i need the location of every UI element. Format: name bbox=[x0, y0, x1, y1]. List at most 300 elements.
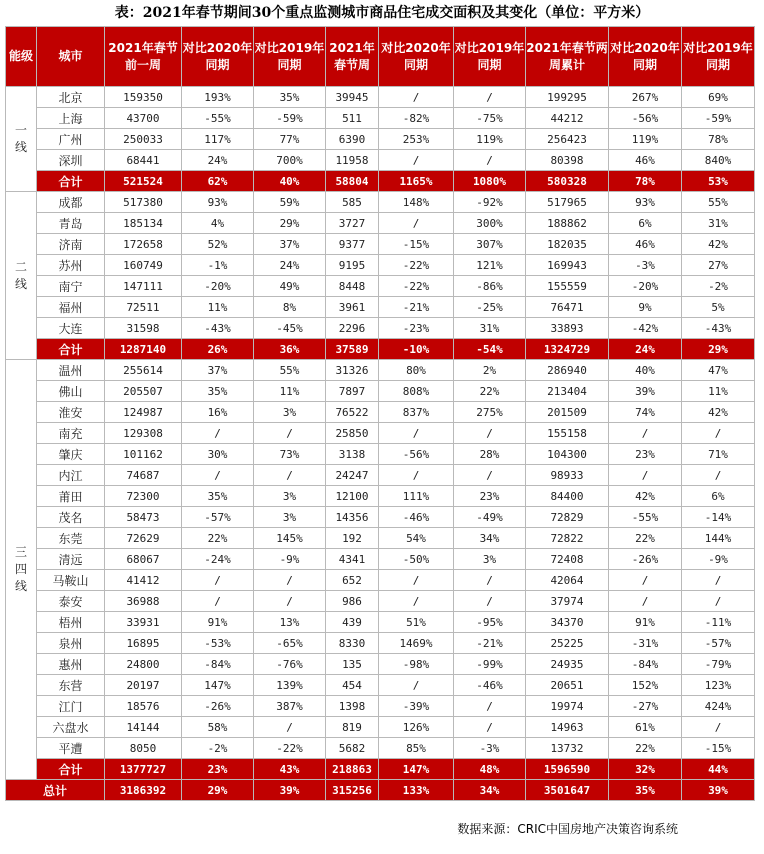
column-header: 2021年春节两周累计 bbox=[526, 27, 609, 87]
data-cell: 31326 bbox=[326, 360, 379, 381]
data-cell: / bbox=[609, 591, 682, 612]
grand-total-cell: 29% bbox=[182, 780, 254, 801]
data-cell: / bbox=[182, 591, 254, 612]
data-cell: -98% bbox=[379, 654, 454, 675]
data-cell: 55% bbox=[254, 360, 326, 381]
data-cell: / bbox=[379, 87, 454, 108]
data-cell: 20651 bbox=[526, 675, 609, 696]
data-cell: 42064 bbox=[526, 570, 609, 591]
data-cell: -59% bbox=[682, 108, 755, 129]
data-cell: 119% bbox=[454, 129, 526, 150]
data-cell: -75% bbox=[454, 108, 526, 129]
subtotal-cell: 29% bbox=[682, 339, 755, 360]
data-cell: 986 bbox=[326, 591, 379, 612]
data-cell: 267% bbox=[609, 87, 682, 108]
data-cell: 39% bbox=[609, 381, 682, 402]
grand-total-cell: 39% bbox=[682, 780, 755, 801]
city-name: 福州 bbox=[37, 297, 105, 318]
data-cell: 3727 bbox=[326, 213, 379, 234]
data-cell: 8% bbox=[254, 297, 326, 318]
data-cell: 585 bbox=[326, 192, 379, 213]
data-cell: 147% bbox=[182, 675, 254, 696]
grand-total-cell: 315256 bbox=[326, 780, 379, 801]
data-cell: / bbox=[454, 696, 526, 717]
data-cell: 2296 bbox=[326, 318, 379, 339]
data-cell: 4% bbox=[182, 213, 254, 234]
data-cell: 72408 bbox=[526, 549, 609, 570]
data-cell: 13732 bbox=[526, 738, 609, 759]
table-row bbox=[6, 129, 755, 150]
data-cell: 517965 bbox=[526, 192, 609, 213]
data-cell: 22% bbox=[454, 381, 526, 402]
subtotal-cell: 1596590 bbox=[526, 759, 609, 780]
subtotal-row bbox=[6, 171, 755, 192]
city-name: 惠州 bbox=[37, 654, 105, 675]
data-cell: 11% bbox=[682, 381, 755, 402]
data-cell: -24% bbox=[182, 549, 254, 570]
subtotal-row bbox=[6, 339, 755, 360]
grand-total-cell: 39% bbox=[254, 780, 326, 801]
city-name: 马鞍山 bbox=[37, 570, 105, 591]
data-cell: 300% bbox=[454, 213, 526, 234]
data-cell: 84400 bbox=[526, 486, 609, 507]
data-cell: -92% bbox=[454, 192, 526, 213]
data-cell: -49% bbox=[454, 507, 526, 528]
subtotal-cell: 580328 bbox=[526, 171, 609, 192]
city-name: 南宁 bbox=[37, 276, 105, 297]
table-row bbox=[6, 423, 755, 444]
column-header: 能级 bbox=[6, 27, 37, 87]
data-cell: -14% bbox=[682, 507, 755, 528]
city-name: 泉州 bbox=[37, 633, 105, 654]
data-cell: -57% bbox=[182, 507, 254, 528]
data-cell: 74687 bbox=[105, 465, 182, 486]
data-cell: 51% bbox=[379, 612, 454, 633]
data-cell: / bbox=[254, 717, 326, 738]
city-name: 深圳 bbox=[37, 150, 105, 171]
data-cell: 192 bbox=[326, 528, 379, 549]
data-cell: 4341 bbox=[326, 549, 379, 570]
data-cell: 46% bbox=[609, 234, 682, 255]
data-cell: 16% bbox=[182, 402, 254, 423]
subtotal-cell: 36% bbox=[254, 339, 326, 360]
data-cell: / bbox=[254, 591, 326, 612]
data-cell: / bbox=[254, 465, 326, 486]
data-cell: -82% bbox=[379, 108, 454, 129]
subtotal-label: 合计 bbox=[37, 339, 105, 360]
grand-total-row bbox=[6, 780, 755, 801]
data-cell: 3% bbox=[454, 549, 526, 570]
table-row bbox=[6, 675, 755, 696]
data-cell: / bbox=[682, 591, 755, 612]
data-cell: 46% bbox=[609, 150, 682, 171]
table-title: 表：2021年春节期间30个重点监测城市商品住宅成交面积及其变化（单位：平方米） bbox=[114, 5, 650, 21]
subtotal-cell: 32% bbox=[609, 759, 682, 780]
data-cell: -26% bbox=[182, 696, 254, 717]
data-cell: 185134 bbox=[105, 213, 182, 234]
data-cell: 20197 bbox=[105, 675, 182, 696]
table-row bbox=[6, 234, 755, 255]
column-header: 对比2019年同期 bbox=[254, 27, 326, 87]
data-cell: 37% bbox=[254, 234, 326, 255]
data-cell: 14963 bbox=[526, 717, 609, 738]
data-cell: 253% bbox=[379, 129, 454, 150]
data-cell: / bbox=[454, 423, 526, 444]
data-cell: 9195 bbox=[326, 255, 379, 276]
data-cell: / bbox=[682, 465, 755, 486]
header-row bbox=[6, 27, 755, 87]
data-cell: 144% bbox=[682, 528, 755, 549]
table-row bbox=[6, 360, 755, 381]
data-cell: -21% bbox=[454, 633, 526, 654]
data-cell: -27% bbox=[609, 696, 682, 717]
data-cell: 6390 bbox=[326, 129, 379, 150]
data-cell: 77% bbox=[254, 129, 326, 150]
data-cell: 8448 bbox=[326, 276, 379, 297]
data-cell: 42% bbox=[682, 402, 755, 423]
data-cell: -9% bbox=[682, 549, 755, 570]
subtotal-cell: 48% bbox=[454, 759, 526, 780]
data-cell: / bbox=[609, 570, 682, 591]
data-cell: -25% bbox=[454, 297, 526, 318]
data-cell: 840% bbox=[682, 150, 755, 171]
subtotal-row bbox=[6, 759, 755, 780]
data-cell: 33931 bbox=[105, 612, 182, 633]
data-cell: 34% bbox=[454, 528, 526, 549]
data-cell: 71% bbox=[682, 444, 755, 465]
data-cell: 54% bbox=[379, 528, 454, 549]
data-cell: -20% bbox=[182, 276, 254, 297]
data-cell: / bbox=[182, 465, 254, 486]
data-cell: 72629 bbox=[105, 528, 182, 549]
table-row bbox=[6, 108, 755, 129]
data-cell: 256423 bbox=[526, 129, 609, 150]
subtotal-cell: 521524 bbox=[105, 171, 182, 192]
data-cell: 182035 bbox=[526, 234, 609, 255]
data-cell: 700% bbox=[254, 150, 326, 171]
data-cell: 69% bbox=[682, 87, 755, 108]
table-row bbox=[6, 444, 755, 465]
table-row bbox=[6, 654, 755, 675]
data-cell: -76% bbox=[254, 654, 326, 675]
city-name: 肇庆 bbox=[37, 444, 105, 465]
data-cell: 3% bbox=[254, 486, 326, 507]
data-cell: 169943 bbox=[526, 255, 609, 276]
city-name: 六盘水 bbox=[37, 717, 105, 738]
data-cell: 5682 bbox=[326, 738, 379, 759]
data-cell: 24% bbox=[254, 255, 326, 276]
data-cell: 24935 bbox=[526, 654, 609, 675]
data-cell: 19974 bbox=[526, 696, 609, 717]
city-name: 茂名 bbox=[37, 507, 105, 528]
data-cell: -55% bbox=[609, 507, 682, 528]
data-cell: 808% bbox=[379, 381, 454, 402]
table-row bbox=[6, 381, 755, 402]
data-cell: 35% bbox=[254, 87, 326, 108]
data-cell: 148% bbox=[379, 192, 454, 213]
data-cell: 3138 bbox=[326, 444, 379, 465]
data-cell: 159350 bbox=[105, 87, 182, 108]
subtotal-cell: -54% bbox=[454, 339, 526, 360]
data-cell: 35% bbox=[182, 381, 254, 402]
subtotal-cell: 58804 bbox=[326, 171, 379, 192]
city-name: 苏州 bbox=[37, 255, 105, 276]
data-cell: 101162 bbox=[105, 444, 182, 465]
subtotal-label: 合计 bbox=[37, 759, 105, 780]
data-cell: 9377 bbox=[326, 234, 379, 255]
data-cell: 76471 bbox=[526, 297, 609, 318]
subtotal-cell: 40% bbox=[254, 171, 326, 192]
data-cell: / bbox=[454, 465, 526, 486]
data-cell: -46% bbox=[454, 675, 526, 696]
city-name: 东莞 bbox=[37, 528, 105, 549]
data-cell: 23% bbox=[454, 486, 526, 507]
table-row bbox=[6, 150, 755, 171]
table-row bbox=[6, 738, 755, 759]
data-cell: -3% bbox=[609, 255, 682, 276]
subtotal-cell: 26% bbox=[182, 339, 254, 360]
data-cell: -95% bbox=[454, 612, 526, 633]
data-cell: / bbox=[379, 675, 454, 696]
table-row bbox=[6, 87, 755, 108]
data-cell: -55% bbox=[182, 108, 254, 129]
table-row bbox=[6, 507, 755, 528]
data-cell: -9% bbox=[254, 549, 326, 570]
column-header: 2021年春节周 bbox=[326, 27, 379, 87]
data-cell: -26% bbox=[609, 549, 682, 570]
data-cell: -22% bbox=[379, 255, 454, 276]
table-row bbox=[6, 570, 755, 591]
grand-total-cell: 3501647 bbox=[526, 780, 609, 801]
data-cell: -2% bbox=[182, 738, 254, 759]
data-cell: 72829 bbox=[526, 507, 609, 528]
data-cell: 5% bbox=[682, 297, 755, 318]
data-cell: 25225 bbox=[526, 633, 609, 654]
data-cell: 111% bbox=[379, 486, 454, 507]
data-cell: 85% bbox=[379, 738, 454, 759]
table-row bbox=[6, 255, 755, 276]
data-cell: 121% bbox=[454, 255, 526, 276]
data-cell: -31% bbox=[609, 633, 682, 654]
table-row bbox=[6, 276, 755, 297]
data-cell: 3961 bbox=[326, 297, 379, 318]
data-cell: 80398 bbox=[526, 150, 609, 171]
data-source-note: 数据来源：CRIC中国房地产决策咨询系统 bbox=[457, 822, 678, 836]
data-cell: / bbox=[454, 150, 526, 171]
subtotal-label: 合计 bbox=[37, 171, 105, 192]
data-cell: / bbox=[379, 150, 454, 171]
data-cell: 73% bbox=[254, 444, 326, 465]
data-cell: 286940 bbox=[526, 360, 609, 381]
data-cell: / bbox=[254, 570, 326, 591]
city-name: 温州 bbox=[37, 360, 105, 381]
data-cell: 11958 bbox=[326, 150, 379, 171]
data-cell: -45% bbox=[254, 318, 326, 339]
data-cell: 24% bbox=[182, 150, 254, 171]
city-name: 济南 bbox=[37, 234, 105, 255]
table-row bbox=[6, 402, 755, 423]
data-cell: 117% bbox=[182, 129, 254, 150]
data-cell: 58473 bbox=[105, 507, 182, 528]
table-row bbox=[6, 591, 755, 612]
subtotal-cell: 37589 bbox=[326, 339, 379, 360]
table-row bbox=[6, 696, 755, 717]
data-cell: 104300 bbox=[526, 444, 609, 465]
data-cell: 55% bbox=[682, 192, 755, 213]
column-header: 对比2020年同期 bbox=[379, 27, 454, 87]
data-cell: 213404 bbox=[526, 381, 609, 402]
data-cell: 250033 bbox=[105, 129, 182, 150]
data-cell: -39% bbox=[379, 696, 454, 717]
grand-total-cell: 133% bbox=[379, 780, 454, 801]
subtotal-cell: 24% bbox=[609, 339, 682, 360]
subtotal-cell: 78% bbox=[609, 171, 682, 192]
city-name: 南充 bbox=[37, 423, 105, 444]
data-cell: 31598 bbox=[105, 318, 182, 339]
data-cell: 275% bbox=[454, 402, 526, 423]
subtotal-cell: 43% bbox=[254, 759, 326, 780]
subtotal-cell: 53% bbox=[682, 171, 755, 192]
data-cell: 39945 bbox=[326, 87, 379, 108]
data-cell: 1398 bbox=[326, 696, 379, 717]
city-name: 佛山 bbox=[37, 381, 105, 402]
data-cell: 145% bbox=[254, 528, 326, 549]
data-cell: 387% bbox=[254, 696, 326, 717]
city-name: 内江 bbox=[37, 465, 105, 486]
data-cell: 22% bbox=[609, 738, 682, 759]
data-cell: 78% bbox=[682, 129, 755, 150]
data-cell: 31% bbox=[454, 318, 526, 339]
data-cell: 35% bbox=[182, 486, 254, 507]
data-cell: 24247 bbox=[326, 465, 379, 486]
data-cell: / bbox=[182, 423, 254, 444]
data-cell: 42% bbox=[609, 486, 682, 507]
data-cell: / bbox=[609, 423, 682, 444]
city-name: 上海 bbox=[37, 108, 105, 129]
data-cell: -20% bbox=[609, 276, 682, 297]
table-row bbox=[6, 192, 755, 213]
data-cell: -53% bbox=[182, 633, 254, 654]
city-name: 梧州 bbox=[37, 612, 105, 633]
data-cell: 193% bbox=[182, 87, 254, 108]
data-cell: / bbox=[682, 717, 755, 738]
data-cell: / bbox=[182, 570, 254, 591]
table-row bbox=[6, 612, 755, 633]
data-cell: 30% bbox=[182, 444, 254, 465]
table-row bbox=[6, 318, 755, 339]
data-cell: 152% bbox=[609, 675, 682, 696]
data-cell: 33893 bbox=[526, 318, 609, 339]
data-cell: / bbox=[379, 423, 454, 444]
data-cell: 12100 bbox=[326, 486, 379, 507]
data-cell: -15% bbox=[379, 234, 454, 255]
data-cell: 28% bbox=[454, 444, 526, 465]
data-cell: 18576 bbox=[105, 696, 182, 717]
data-cell: -22% bbox=[254, 738, 326, 759]
column-header: 城市 bbox=[37, 27, 105, 87]
city-name: 莆田 bbox=[37, 486, 105, 507]
data-cell: 16895 bbox=[105, 633, 182, 654]
table-row bbox=[6, 528, 755, 549]
data-cell: / bbox=[379, 570, 454, 591]
data-cell: 13% bbox=[254, 612, 326, 633]
data-cell: 25850 bbox=[326, 423, 379, 444]
data-cell: -2% bbox=[682, 276, 755, 297]
data-cell: 3% bbox=[254, 507, 326, 528]
column-header: 对比2019年同期 bbox=[454, 27, 526, 87]
subtotal-cell: 1287140 bbox=[105, 339, 182, 360]
data-cell: -11% bbox=[682, 612, 755, 633]
data-cell: 40% bbox=[609, 360, 682, 381]
data-cell: 76522 bbox=[326, 402, 379, 423]
data-cell: 172658 bbox=[105, 234, 182, 255]
table-row bbox=[6, 549, 755, 570]
grand-total-cell: 3186392 bbox=[105, 780, 182, 801]
tier-label: 二 线 bbox=[6, 192, 37, 360]
city-name: 青岛 bbox=[37, 213, 105, 234]
data-cell: 68441 bbox=[105, 150, 182, 171]
subtotal-cell: 147% bbox=[379, 759, 454, 780]
data-cell: 205507 bbox=[105, 381, 182, 402]
city-name: 清远 bbox=[37, 549, 105, 570]
data-cell: 160749 bbox=[105, 255, 182, 276]
data-cell: 119% bbox=[609, 129, 682, 150]
data-cell: / bbox=[379, 213, 454, 234]
data-cell: -42% bbox=[609, 318, 682, 339]
data-cell: 424% bbox=[682, 696, 755, 717]
subtotal-cell: 1324729 bbox=[526, 339, 609, 360]
data-cell: 72511 bbox=[105, 297, 182, 318]
data-cell: / bbox=[454, 570, 526, 591]
data-cell: 74% bbox=[609, 402, 682, 423]
data-cell: 24800 bbox=[105, 654, 182, 675]
data-cell: 11% bbox=[254, 381, 326, 402]
data-cell: 6% bbox=[609, 213, 682, 234]
city-name: 江门 bbox=[37, 696, 105, 717]
tier-label: 三 四 线 bbox=[6, 360, 37, 780]
data-cell: 29% bbox=[254, 213, 326, 234]
data-cell: -21% bbox=[379, 297, 454, 318]
data-cell: 124987 bbox=[105, 402, 182, 423]
data-cell: 8050 bbox=[105, 738, 182, 759]
data-cell: 47% bbox=[682, 360, 755, 381]
data-cell: 31% bbox=[682, 213, 755, 234]
table-row bbox=[6, 633, 755, 654]
data-cell: -79% bbox=[682, 654, 755, 675]
data-cell: 454 bbox=[326, 675, 379, 696]
subtotal-cell: 1080% bbox=[454, 171, 526, 192]
data-cell: / bbox=[682, 570, 755, 591]
data-cell: 93% bbox=[609, 192, 682, 213]
data-cell: 61% bbox=[609, 717, 682, 738]
data-cell: 307% bbox=[454, 234, 526, 255]
table-row bbox=[6, 465, 755, 486]
data-cell: -59% bbox=[254, 108, 326, 129]
data-cell: 41412 bbox=[105, 570, 182, 591]
data-cell: 135 bbox=[326, 654, 379, 675]
tier-label: 一 线 bbox=[6, 87, 37, 192]
data-cell: 42% bbox=[682, 234, 755, 255]
city-name: 成都 bbox=[37, 192, 105, 213]
table-body bbox=[6, 87, 755, 801]
data-cell: -84% bbox=[609, 654, 682, 675]
data-cell: -43% bbox=[682, 318, 755, 339]
subtotal-cell: 62% bbox=[182, 171, 254, 192]
data-cell: -86% bbox=[454, 276, 526, 297]
city-name: 平遭 bbox=[37, 738, 105, 759]
city-name: 广州 bbox=[37, 129, 105, 150]
table-row bbox=[6, 213, 755, 234]
